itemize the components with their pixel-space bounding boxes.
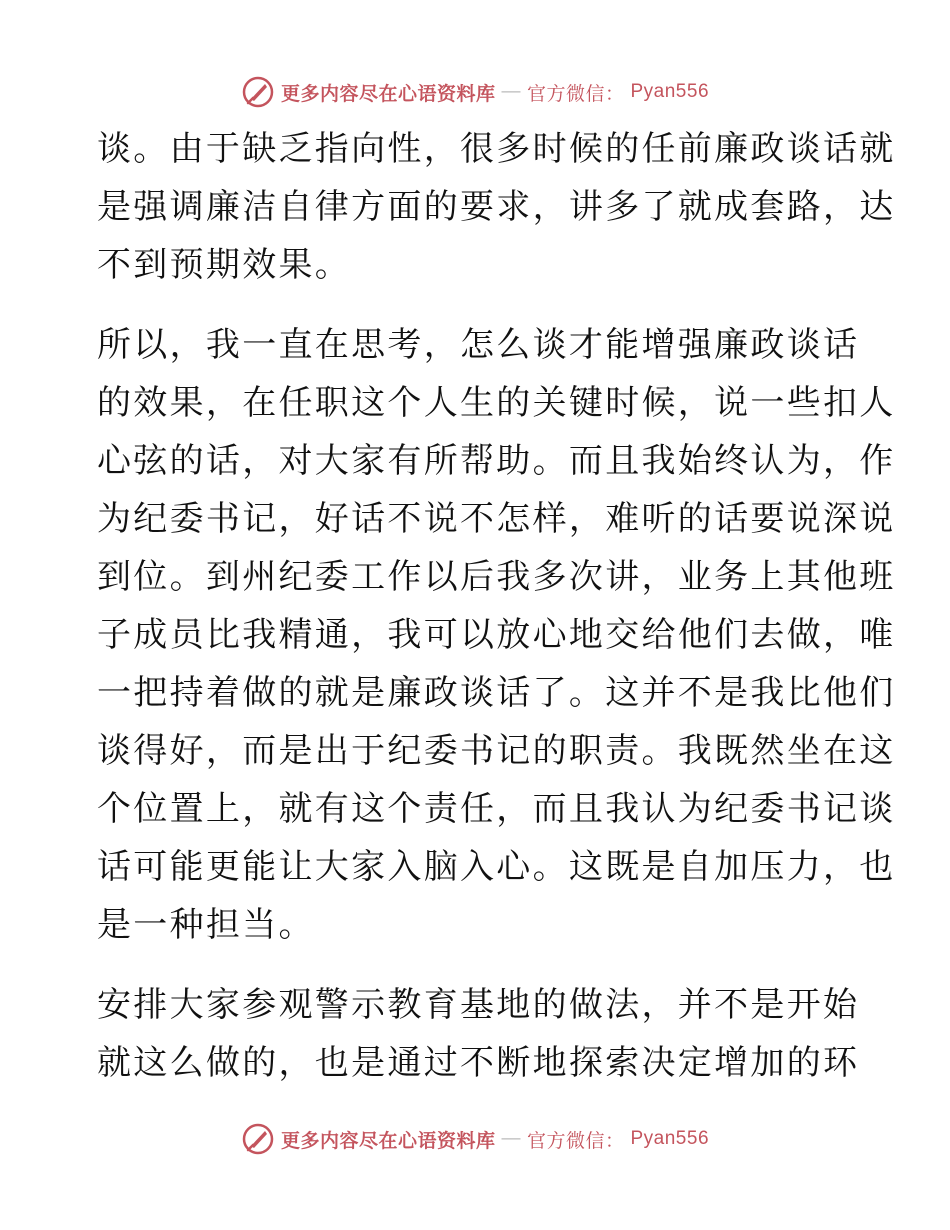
text-line: 话可能更能让大家入脑入心。这既是自加压力，也 (97, 847, 896, 887)
text-line: 谈得好，而是出于纪委书记的职责。我既然坐在这 (97, 731, 896, 771)
paragraph (97, 976, 860, 1092)
text-line: 所以，我一直在思考，怎么谈才能增强廉政谈话 (97, 325, 860, 365)
footer-watermark-banner (0, 1119, 950, 1159)
banner-wechat-label: 官方微信： (526, 82, 625, 105)
banner-wechat-id: Pyan556 (630, 1128, 710, 1149)
text-line: 不到预期效果。 (97, 245, 352, 285)
paragraph (97, 120, 896, 294)
text-line: 一把持着做的就是廉政谈话了。这并不是我比他们 (97, 673, 896, 713)
paragraph (97, 316, 896, 954)
banner-separator: — (501, 1128, 521, 1149)
paragraph-spacer (97, 294, 857, 316)
text-line: 心弦的话，对大家有所帮助。而且我始终认为，作 (97, 441, 896, 481)
banner-wechat-id: Pyan556 (630, 81, 710, 102)
text-line: 安排大家参观警示教育基地的做法，并不是开始 (97, 985, 860, 1025)
text-line: 为纪委书记，好话不说不怎样，难听的话要说深说 (97, 499, 896, 539)
text-line: 到位。到州纪委工作以后我多次讲，业务上其他班 (97, 557, 896, 597)
paragraph-spacer (97, 954, 857, 976)
text-line: 个位置上，就有这个责任，而且我认为纪委书记谈 (97, 789, 896, 829)
text-line: 的效果，在任职这个人生的关键时候，说一些扣人 (97, 383, 896, 423)
quill-emblem-icon (241, 1122, 275, 1156)
text-line: 是一种担当。 (97, 905, 315, 945)
quill-emblem-icon (241, 75, 275, 109)
banner-separator: — (501, 81, 521, 102)
banner-brand-text: 更多内容尽在心语资料库 (280, 1129, 496, 1152)
document-body (97, 120, 896, 1092)
text-line: 是强调廉洁自律方面的要求，讲多了就成套路，达 (97, 187, 896, 227)
banner-brand-text: 更多内容尽在心语资料库 (280, 82, 496, 105)
banner-wechat-label: 官方微信： (526, 1129, 625, 1152)
text-line: 就这么做的，也是通过不断地探索决定增加的环 (97, 1043, 860, 1083)
text-line: 谈。由于缺乏指向性，很多时候的任前廉政谈话就 (97, 129, 896, 169)
text-line: 子成员比我精通，我可以放心地交给他们去做，唯 (97, 615, 896, 655)
header-watermark-banner (0, 72, 950, 112)
